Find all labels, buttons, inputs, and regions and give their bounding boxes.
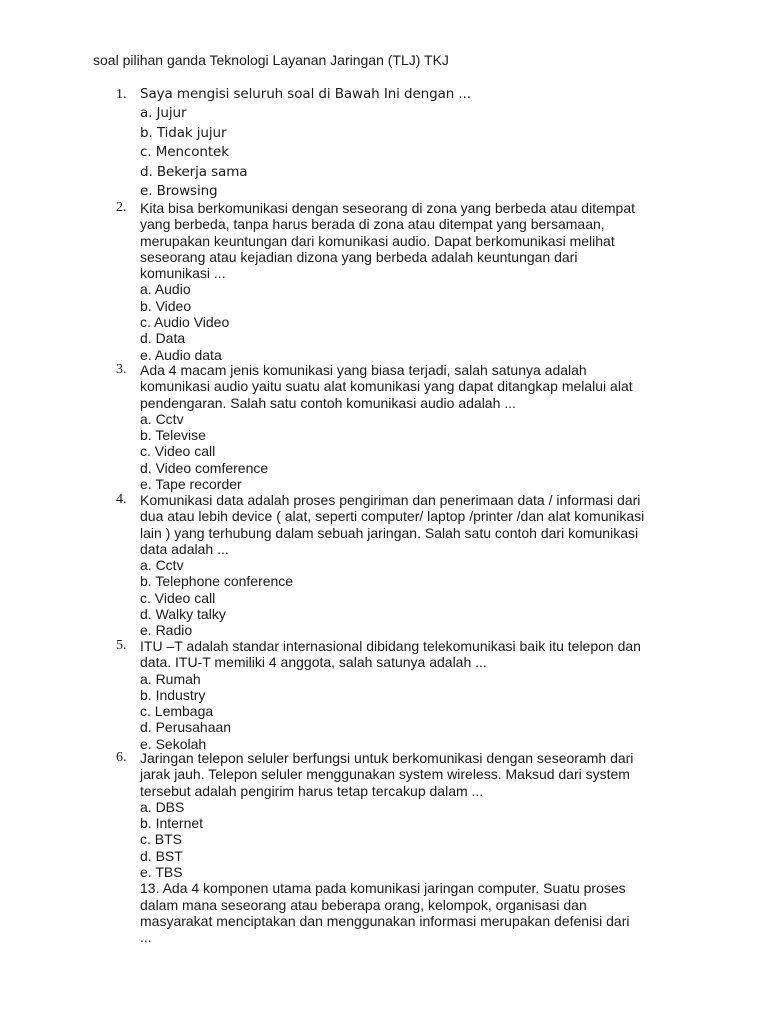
option-b: b. Internet: [140, 815, 204, 832]
option-a: a. Rumah: [140, 670, 201, 687]
question-text: ITU –T adalah standar internasional dibidang telekomunikasi baik itu telepon dan data. ITU-T memiliki 4 anggota, salah satunya adalah ...: [140, 638, 641, 671]
option-a: a. Jujur: [140, 105, 187, 122]
option-c: c. Mencontek: [140, 144, 229, 161]
option-b: b. Video: [140, 297, 192, 314]
option-d: d. Data: [140, 330, 186, 347]
option-d: d. Video comference: [140, 459, 269, 476]
question-number: 6.: [116, 750, 127, 765]
option-e: e. Radio: [140, 622, 193, 639]
question-text: Saya mengisi seluruh soal di Bawah Ini dengan ...: [140, 86, 471, 102]
question-4: [0, 492, 768, 639]
option-b: b. Industry: [140, 686, 206, 703]
option-d: d. Walky talky: [140, 606, 226, 623]
question-13-text: 13. Ada 4 komponen utama pada komunikasi jaringan computer. Suatu proses dalam mana seseorang atau beberapa orang, kelompok, organisasi dan masyarakat menciptakan dan menggunakan informasi merupakan defenisi dari ...: [140, 880, 630, 946]
option-b: b. Telephone conference: [140, 573, 294, 590]
question-1: [0, 85, 768, 201]
question-text: Jaringan telepon seluler berfungsi untuk berkomunikasi dengan seseoramh dari jarak jauh. Telepon seluler menggunakan system wireless. Maksud dari system tersebut adalah pengirim harus tetap tercakup dalam ...: [140, 750, 634, 799]
question-number: 4.: [116, 492, 127, 507]
option-d: d. BST: [140, 847, 183, 864]
option-a: a. DBS: [140, 798, 185, 815]
question-number: 1.: [116, 87, 127, 102]
option-c: c. BTS: [140, 831, 183, 848]
option-a: a. Audio: [140, 281, 191, 298]
question-text: Ada 4 macam jenis komunikasi yang biasa terjadi, salah satunya adalah komunikasi audio yaitu suatu alat komunikasi yang dapat ditangkap melalui alat pendengaran. Salah satu contoh komunikasi audio adalah ...: [140, 362, 633, 411]
question-text: Kita bisa berkomunikasi dengan seseorang di zona yang berbeda atau ditempat yang berbeda, tanpa harus berada di zona atau ditempat yang bersamaan, merupakan keuntungan dari komunikasi audio. Dapat berkomunikasi melihat seseorang atau kejadian dizona yang berbeda adalah keuntungan dari komunikasi ...: [140, 200, 635, 282]
question-number: 2.: [116, 200, 127, 215]
option-e: e. Audio data: [140, 346, 222, 363]
option-a: a. Cctv: [140, 557, 184, 574]
option-c: c. Video call: [140, 443, 216, 460]
option-e: e. TBS: [140, 864, 183, 881]
option-e: e. Sekolah: [140, 735, 207, 752]
option-e: e. Tape recorder: [140, 476, 242, 493]
question-2: [0, 200, 768, 363]
question-text: Komunikasi data adalah proses pengiriman dan penerimaan data / informasi dari dua atau lebih device ( alat, seperti computer/ laptop /printer /dan alat komunikasi lain ) yang terhubung dalam sebuah jaringan. Salah satu contoh dari komunikasi data adalah ...: [140, 492, 645, 557]
question-number: 3.: [116, 362, 127, 377]
option-b: b. Tidak jujur: [140, 124, 227, 141]
option-c: c. Video call: [140, 589, 216, 606]
option-d: d. Perusahaan: [140, 719, 232, 736]
option-b: b. Televise: [140, 427, 206, 444]
option-c: c. Audio Video: [140, 314, 230, 331]
document-title: soal pilihan ganda Teknologi Layanan Jaringan (TLJ) TKJ: [93, 52, 449, 68]
option-d: d. Bekerja sama: [140, 163, 248, 180]
question-3: [0, 362, 768, 492]
option-a: a. Cctv: [140, 410, 184, 427]
question-6: [0, 750, 768, 946]
option-c: c. Lembaga: [140, 703, 214, 720]
option-e: e. Browsing: [140, 183, 218, 200]
question-number: 5.: [116, 638, 127, 653]
question-5: [0, 638, 768, 752]
